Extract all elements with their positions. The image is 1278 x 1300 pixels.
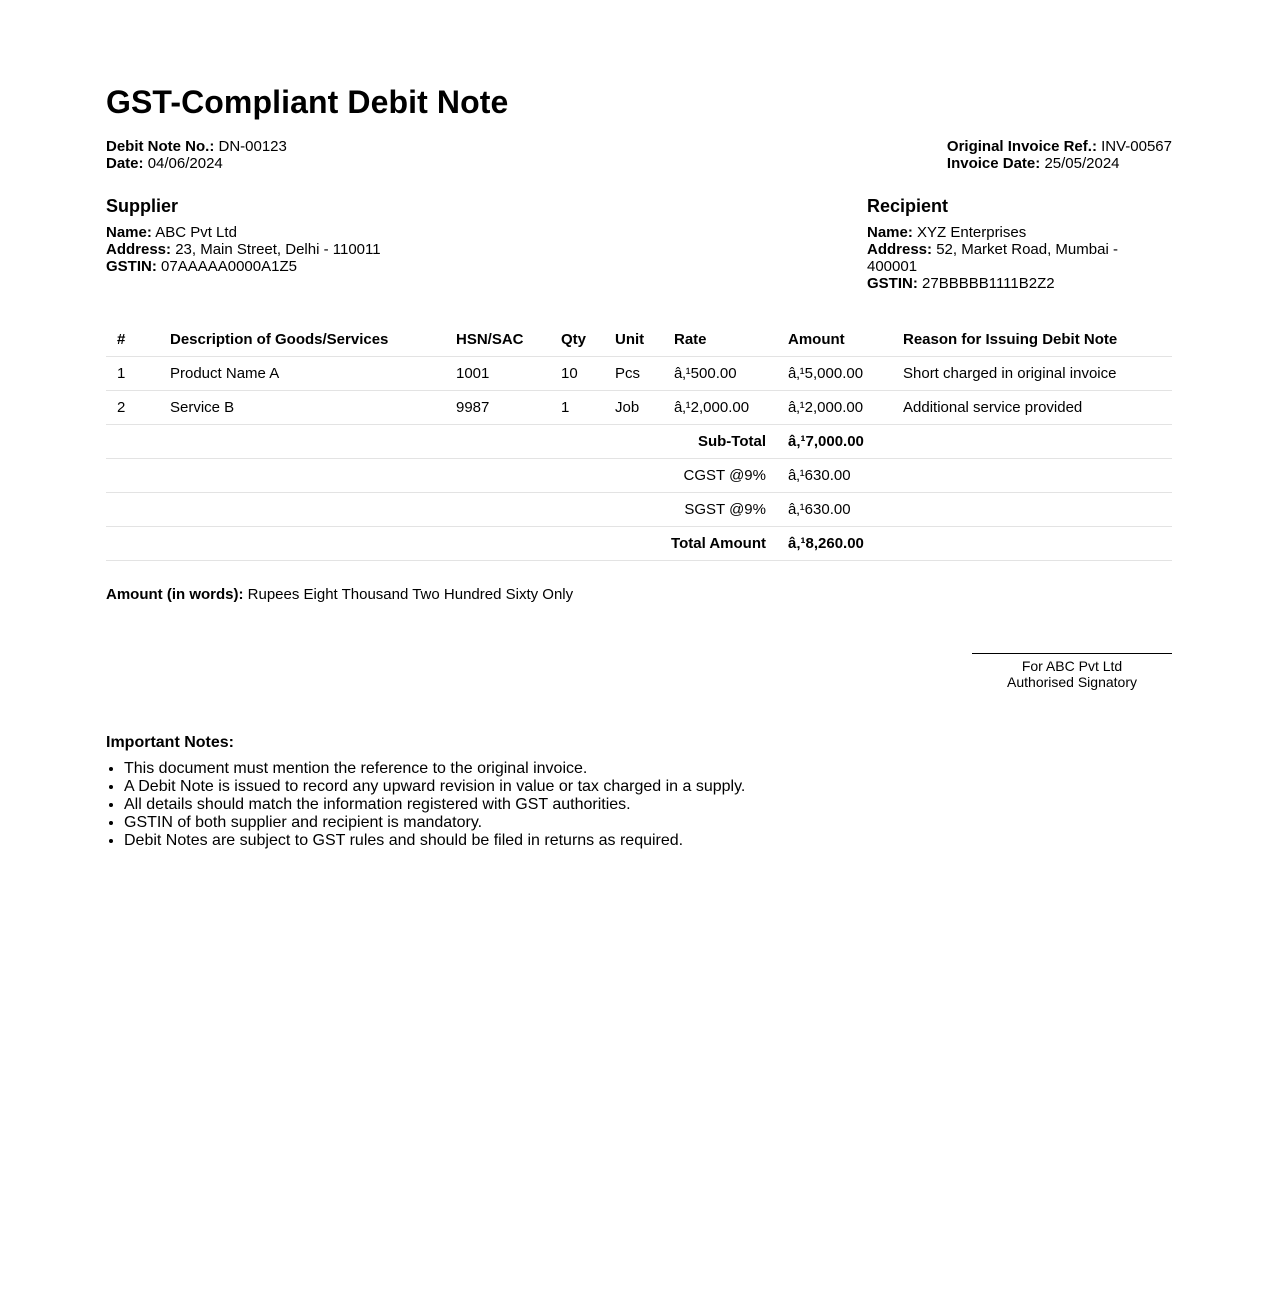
items-table	[106, 322, 1172, 561]
debit-note-number-line	[106, 138, 287, 155]
table-cell: 10	[550, 357, 604, 391]
invoice-date-line	[947, 155, 1172, 172]
table-cell: Additional service provided	[892, 391, 1172, 425]
invoice-meta	[947, 138, 1172, 172]
supplier-address: 23, Main Street, Delhi - 110011	[175, 241, 381, 258]
table-cell: Pcs	[604, 357, 663, 391]
table-cell: 1	[106, 357, 159, 391]
supplier-address-line	[106, 241, 381, 258]
page-title: GST-Compliant Debit Note	[106, 84, 509, 120]
subtotal-row	[106, 425, 1172, 459]
subtotal-value: â‚¹7,000.00	[777, 425, 892, 459]
original-invoice-ref: INV-00567	[1101, 138, 1172, 155]
column-header: Rate	[663, 322, 777, 357]
column-header: #	[106, 322, 159, 357]
table-cell: 9987	[445, 391, 550, 425]
debit-note-date-label: Date:	[106, 155, 144, 172]
sgst-value: â‚¹630.00	[777, 493, 892, 527]
empty-cell	[892, 527, 1172, 561]
table-cell: Service B	[159, 391, 445, 425]
list-item: • All details should match the information registered with GST authorities.	[124, 796, 1172, 814]
document-meta	[106, 138, 1172, 172]
recipient-name-line	[867, 224, 1172, 241]
recipient-address-label: Address:	[867, 241, 933, 258]
amount-in-words	[106, 586, 1172, 603]
list-item: • GSTIN of both supplier and recipient is mandatory.	[124, 814, 1172, 832]
table-cell: 2	[106, 391, 159, 425]
recipient-name: XYZ Enterprises	[917, 224, 1027, 241]
table-cell: Job	[604, 391, 663, 425]
cgst-value: â‚¹630.00	[777, 459, 892, 493]
supplier-gstin-line	[106, 258, 381, 275]
recipient-address: 52, Market Road, Mumbai - 400001	[867, 241, 1118, 275]
column-header: Unit	[604, 322, 663, 357]
table-cell: â‚¹2,000.00	[663, 391, 777, 425]
column-header: HSN/SAC	[445, 322, 550, 357]
list-item: • Debit Notes are subject to GST rules and should be filed in returns as required.	[124, 832, 1172, 850]
signature-role: Authorised Signatory	[1007, 674, 1137, 690]
debit-note-number-label: Debit Note No.:	[106, 138, 215, 155]
debit-note-number: DN-00123	[218, 138, 287, 155]
amount-in-words-value: Rupees Eight Thousand Two Hundred Sixty Only	[247, 586, 574, 603]
recipient-gstin-line	[867, 275, 1172, 292]
signature-area	[106, 653, 1172, 693]
column-header: Reason for Issuing Debit Note	[892, 322, 1172, 357]
debit-note-document	[106, 0, 1172, 850]
debit-note-meta	[106, 138, 287, 172]
recipient-gstin-label: GSTIN:	[867, 275, 918, 292]
supplier-gstin: 07AAAAA0000A1Z5	[161, 258, 297, 275]
table-cell: Short charged in original invoice	[892, 357, 1172, 391]
empty-cell	[892, 493, 1172, 527]
sgst-label: SGST @9%	[106, 493, 777, 527]
recipient-block	[867, 195, 1172, 292]
table-cell: â‚¹2,000.00	[777, 391, 892, 425]
supplier-address-label: Address:	[106, 241, 172, 258]
invoice-date: 25/05/2024	[1044, 155, 1120, 172]
debit-note-date: 04/06/2024	[147, 155, 223, 172]
parties-section	[106, 195, 1172, 292]
notes-list	[106, 760, 1172, 850]
list-item: • A Debit Note is issued to record any upward revision in value or tax charged in a supply.	[124, 778, 1172, 796]
recipient-address-line	[867, 241, 1172, 275]
sgst-row	[106, 493, 1172, 527]
important-notes	[106, 733, 1172, 850]
table-cell: Product Name A	[159, 357, 445, 391]
table-cell: â‚¹500.00	[663, 357, 777, 391]
column-header: Amount	[777, 322, 892, 357]
subtotal-label: Sub-Total	[106, 425, 777, 459]
recipient-heading: Recipient	[867, 196, 949, 216]
debit-note-date-line	[106, 155, 287, 172]
table-header-row	[106, 322, 1172, 357]
cgst-label: CGST @9%	[106, 459, 777, 493]
supplier-block	[106, 195, 381, 292]
supplier-name-line	[106, 224, 381, 241]
total-value: â‚¹8,260.00	[777, 527, 892, 561]
empty-cell	[892, 459, 1172, 493]
signature-for-line: For ABC Pvt Ltd	[1021, 658, 1123, 674]
table-row	[106, 391, 1172, 425]
notes-heading: Important Notes:	[106, 734, 234, 751]
table-cell: 1	[550, 391, 604, 425]
table-row	[106, 357, 1172, 391]
empty-cell	[892, 425, 1172, 459]
recipient-gstin: 27BBBBB1111B2Z2	[922, 275, 1055, 292]
invoice-date-label: Invoice Date:	[946, 155, 1041, 172]
original-invoice-line	[947, 138, 1172, 155]
supplier-name: ABC Pvt Ltd	[155, 224, 237, 241]
recipient-name-label: Name:	[867, 224, 913, 241]
table-cell: â‚¹5,000.00	[777, 357, 892, 391]
total-row	[106, 527, 1172, 561]
total-label: Total Amount	[106, 527, 777, 561]
column-header: Qty	[550, 322, 604, 357]
column-header: Description of Goods/Services	[159, 322, 445, 357]
list-item: • This document must mention the reference to the original invoice.	[124, 760, 1172, 778]
supplier-name-label: Name:	[106, 224, 152, 241]
original-invoice-label: Original Invoice Ref.:	[946, 138, 1097, 155]
table-cell: 1001	[445, 357, 550, 391]
signature-block	[972, 653, 1172, 690]
amount-in-words-label: Amount (in words):	[106, 586, 244, 603]
cgst-row	[106, 459, 1172, 493]
supplier-heading: Supplier	[106, 196, 179, 216]
supplier-gstin-label: GSTIN:	[106, 258, 157, 275]
